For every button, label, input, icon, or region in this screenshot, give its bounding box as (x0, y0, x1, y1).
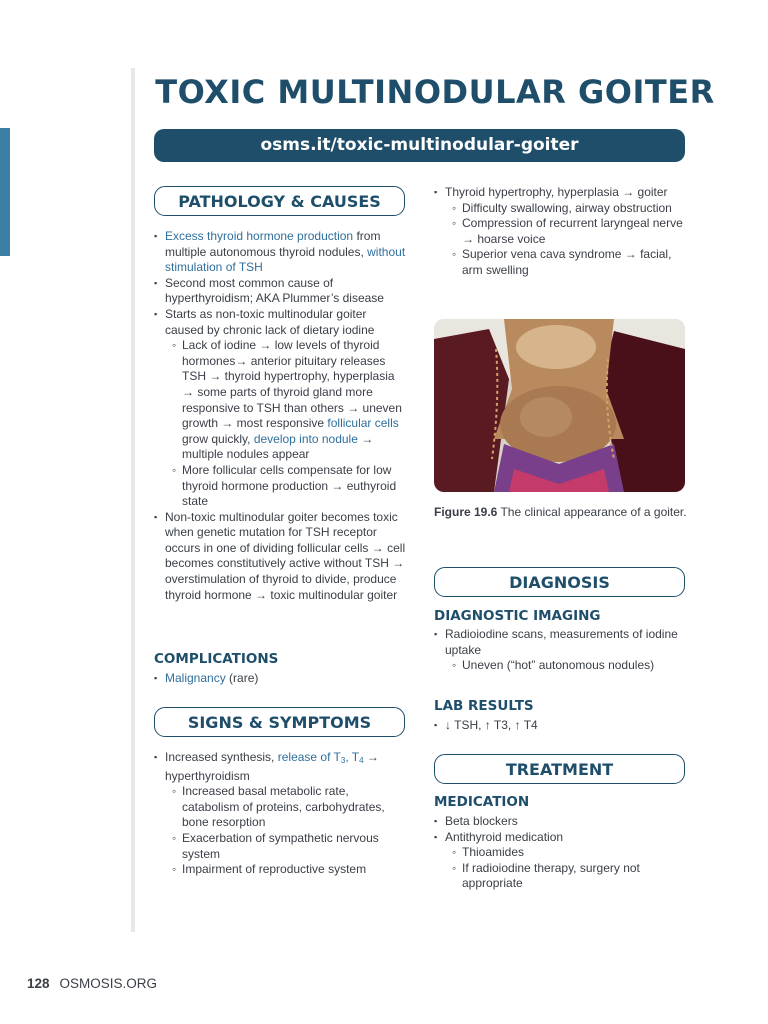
page-number: 128 (27, 976, 50, 991)
lab-results-heading: LAB RESULTS (434, 698, 534, 714)
sub-list-item: ◦ Uneven (“hot” autonomous nodules) (452, 658, 692, 674)
list-item: ▪ Second most common cause of hyperthyroidism; AKA Plummer’s disease (154, 276, 408, 307)
figure-caption: Figure 19.6 The clinical appearance of a goiter. (434, 505, 687, 519)
sub-list-item: ◦ More follicular cells compensate for low thyroid hormone production → euthyroid state (172, 463, 408, 510)
sub-list-item: ◦ Difficulty swallowing, airway obstruction (452, 201, 692, 217)
column-rule (131, 68, 135, 932)
list-item: ▪ Excess thyroid hormone production from multiple autonomous thyroid nodules, without stimulation of TSH (154, 229, 408, 276)
osmosis-url-banner[interactable]: osms.it/toxic-multinodular-goiter (154, 129, 685, 162)
link-release-t3-t4[interactable]: release of $T_3$, $T_4$ (277, 750, 364, 765)
goiter-clinical-photo (434, 319, 685, 492)
medication-heading: MEDICATION (434, 794, 530, 810)
list-item: ▪ Increased synthesis, release of $T_3$, $T_4$ → hyperthyroidism ◦ Increased basal metabolic rate, catabolism of proteins, carbohydrates, bone resorption ◦ Exacerbation of sympathetic nervous system ◦ Impairment of reproductive system (154, 750, 408, 878)
section-signs-symptoms: SIGNS & SYMPTOMS (154, 707, 405, 737)
list-item: ▪ Radioiodine scans, measurements of iodine uptake ◦ Uneven (“hot” autonomous nodules) (434, 627, 692, 674)
signs-list (154, 750, 408, 878)
sub-list-item: ◦ Compression of recurrent laryngeal nerve → hoarse voice (452, 216, 692, 247)
sub-list-item: ◦ Exacerbation of sympathetic nervous system (172, 831, 408, 862)
complications-list (154, 671, 408, 687)
chapter-side-tab (0, 128, 10, 256)
lab-results-list (434, 718, 692, 734)
link-malignancy[interactable]: Malignancy (165, 671, 226, 685)
sub-list-item: ◦ Thioamides (452, 845, 692, 861)
link-follicular-cells[interactable]: follicular cells (327, 416, 399, 431)
list-item: ▪ Malignancy (rare) (154, 671, 408, 687)
medication-list (434, 814, 692, 892)
sub-list-item: ◦ Superior vena cava syndrome → facial, arm swelling (452, 247, 692, 278)
link-develop-into-nodule[interactable]: develop into nodule (253, 431, 358, 446)
footer-site-link[interactable]: OSMOSIS.ORG (59, 976, 158, 991)
list-item: ▪ Beta blockers (434, 814, 692, 830)
sub-list-item: ◦ Impairment of reproductive system (172, 862, 408, 878)
sub-list-item: ◦ If radioiodine therapy, surgery not appropriate (452, 861, 692, 892)
list-item: ▪ Non-toxic multinodular goiter becomes toxic when genetic mutation for TSH receptor occurs in one of dividing follicular cells → cell becomes constitutively active without TSH → overstimulation of thyroid to divide, produce thyroid hormone → toxic multinodular goiter (154, 510, 408, 604)
sub-list-item: ◦ Increased basal metabolic rate, catabolism of proteins, carbohydrates, bone resorption (172, 784, 408, 831)
list-item: ▪ ↓ TSH, ↑ T3, ↑ T4 (434, 718, 692, 734)
list-item: ▪ Starts as non-toxic multinodular goiter caused by chronic lack of dietary iodine ◦ Lack of iodine → low levels of thyroid hormones→ anterior pituitary releases TSH → thyroid hypertrophy, hyperplasia → some parts of thyroid gland more responsive to TSH than others → uneven growth → most responsive follicular cells grow quickly, develop into nodule → multiple nodules appear ◦ More follicular cells compensate for low thyroid hormone production → euthyroid state (154, 307, 408, 510)
sub-list-item: ◦ Lack of iodine → low levels of thyroid hormones→ anterior pituitary releases TSH → thyroid hypertrophy, hyperplasia → some parts of thyroid gland more responsive to TSH than others → uneven growth → most responsive follicular cells grow quickly, develop into nodule → multiple nodules appear (172, 338, 408, 463)
section-diagnosis: DIAGNOSIS (434, 567, 685, 597)
page-title: TOXIC MULTINODULAR GOITER (155, 73, 715, 111)
list-item: ▪ Antithyroid medication ◦ Thioamides ◦ If radioiodine therapy, surgery not appropriate (434, 830, 692, 892)
pathology-list (154, 229, 408, 603)
diagnostic-imaging-heading: DIAGNOSTIC IMAGING (434, 608, 601, 624)
page-footer (27, 976, 157, 992)
section-pathology-causes: PATHOLOGY & CAUSES (154, 186, 405, 216)
complications-heading: COMPLICATIONS (154, 651, 279, 667)
link-excess-thyroid-hormone[interactable]: Excess thyroid hormone production (165, 229, 354, 243)
imaging-list (434, 627, 692, 674)
list-item: ▪ Thyroid hypertrophy, hyperplasia → goiter ◦ Difficulty swallowing, airway obstruction ◦ Compression of recurrent laryngeal nerve → hoarse voice ◦ Superior vena cava syndrome → facial, arm swelling (434, 185, 692, 279)
link-without-tsh[interactable]: without stimulation of TSH (165, 244, 406, 275)
section-treatment: TREATMENT (434, 754, 685, 784)
goiter-effects-list (434, 185, 692, 279)
